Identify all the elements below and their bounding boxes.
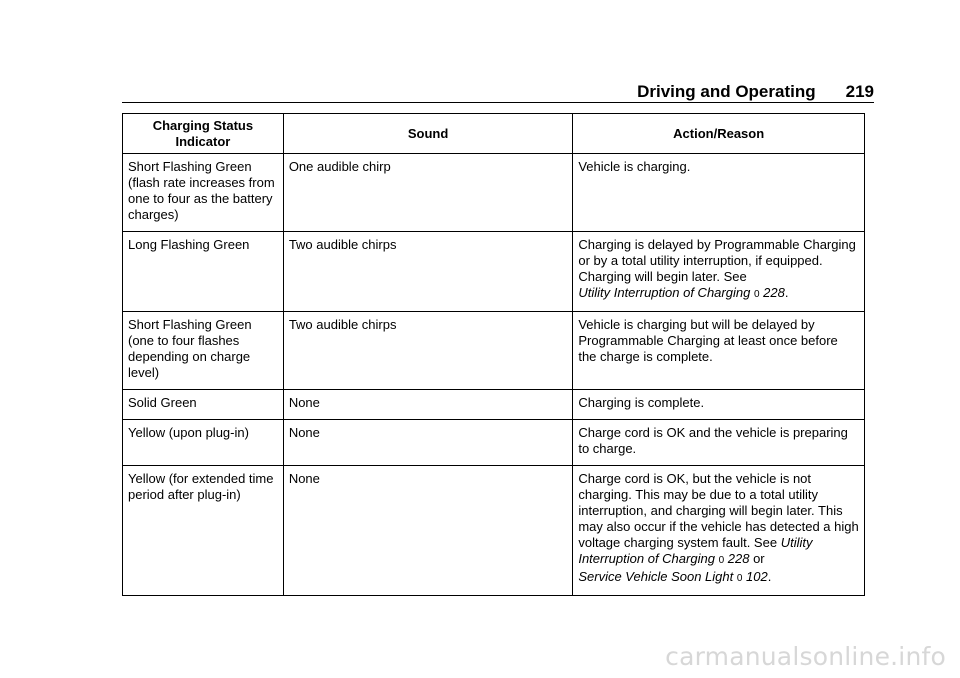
- reference-joiner: or: [753, 551, 765, 566]
- sound-cell: None: [283, 390, 573, 420]
- sentence-end: .: [767, 569, 772, 584]
- sound-cell: None: [283, 420, 573, 466]
- sound-cell: Two audible chirps: [283, 312, 573, 390]
- section-title: Driving and Operating: [637, 82, 816, 101]
- indicator-cell: Yellow (upon plug-in): [123, 420, 284, 466]
- reference-title: Utility Interruption of Charging: [578, 535, 813, 566]
- indicator-cell: Yellow (for extended time period after plug-in): [123, 466, 284, 596]
- column-header-sound: Sound: [283, 114, 573, 154]
- reference-page: 102: [746, 569, 768, 584]
- reason-cell: Charging is complete.: [573, 390, 865, 420]
- reference-title: Utility Interruption of Charging: [578, 285, 751, 300]
- reason-cell: Vehicle is charging but will be delayed by Programmable Charging at least once before the charge is complete.: [573, 312, 865, 390]
- reason-cell: Charge cord is OK and the vehicle is preparing to charge.: [573, 420, 865, 466]
- indicator-cell: Short Flashing Green (one to four flashes depending on charge level): [123, 312, 284, 390]
- sentence-end: .: [784, 285, 789, 300]
- indicator-cell: Long Flashing Green: [123, 232, 284, 312]
- reason-cell: [573, 232, 865, 312]
- watermark: carmanualsonline.info: [665, 642, 946, 671]
- table-row: [123, 390, 865, 420]
- reason-cell: [573, 466, 865, 596]
- table-row: [123, 420, 865, 466]
- reference-title: Service Vehicle Soon Light: [578, 569, 734, 584]
- page-reference-arrow-icon: 0: [718, 555, 725, 566]
- table-row: [123, 154, 865, 232]
- table-row: [123, 312, 865, 390]
- cross-reference-link[interactable]: [578, 569, 767, 584]
- sound-cell: One audible chirp: [283, 154, 573, 232]
- header-rule: [122, 102, 874, 103]
- column-header-indicator: Charging Status Indicator: [123, 114, 284, 154]
- reason-text: Charge cord is OK, but the vehicle is not charging. This may be due to a total utility interruption, and charging will begin later. This may also occur if the vehicle has detected a high voltage charging system fault. See: [578, 471, 859, 550]
- reference-page: 228: [727, 551, 750, 566]
- charging-status-table: [122, 113, 865, 596]
- page-header: [122, 82, 874, 104]
- indicator-cell: Solid Green: [123, 390, 284, 420]
- sound-cell: None: [283, 466, 573, 596]
- column-header-action: Action/Reason: [573, 114, 865, 154]
- cross-reference-link[interactable]: [578, 285, 785, 300]
- sound-cell: Two audible chirps: [283, 232, 573, 312]
- table-header-row: [123, 114, 865, 154]
- reference-page: 228: [763, 285, 785, 300]
- table-row: [123, 466, 865, 596]
- page-reference-arrow-icon: 0: [736, 573, 743, 584]
- page-number: 219: [845, 82, 874, 101]
- reason-text: Charging is delayed by Programmable Charging or by a total utility interruption, if equipped. Charging will begin later. See: [578, 237, 856, 284]
- indicator-cell: Short Flashing Green (flash rate increases from one to four as the battery charges): [123, 154, 284, 232]
- reason-cell: Vehicle is charging.: [573, 154, 865, 232]
- page-reference-arrow-icon: 0: [753, 289, 760, 300]
- table-row: [123, 232, 865, 312]
